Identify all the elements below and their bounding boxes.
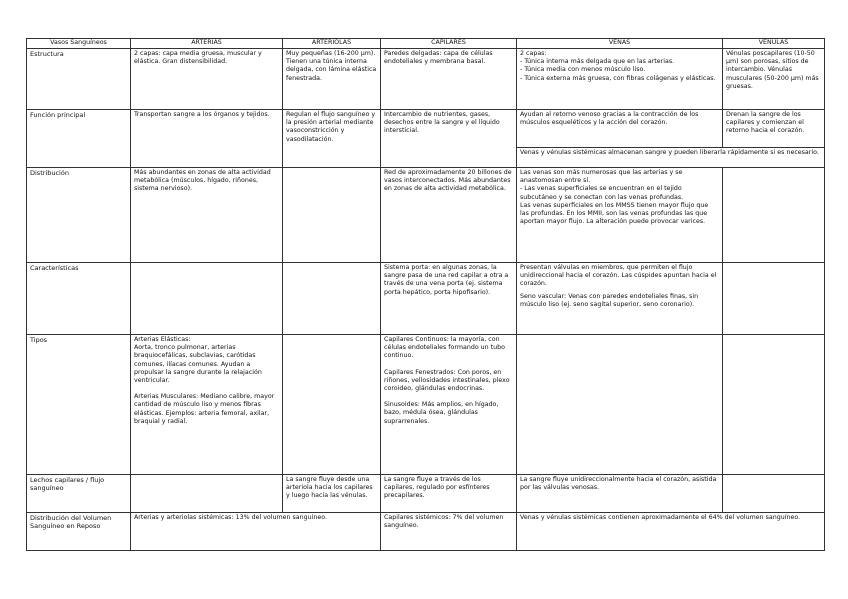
- text-line: Seno vascular: Venas con paredes endoteliales finas, sin músculo liso (ej. seno sagital superior, seno coronario).: [520, 292, 699, 308]
- text-line: Capilares Continuos: la mayoría, con células endoteliales formando un tubo continuo.: [384, 336, 505, 360]
- cell-venas: La sangre fluye unidireccionalmente hacia el corazón, asistida por las válvulas venosas.: [517, 475, 723, 513]
- text-line: Presentan válvulas en miembros, que permiten el flujo unidireccional hacia el corazón. Las cúspides apuntan hacia el corazón.: [520, 264, 717, 288]
- cell-arteriolas: [283, 335, 381, 475]
- cell-venulas: [723, 263, 825, 335]
- cell-arterias: Transportan sangre a los órganos y tejidos.: [131, 110, 283, 168]
- cell-arterias: [131, 475, 283, 513]
- cell-venas-venulas: Venas y vénulas sistémicas contienen aproximadamente el 64% del volumen sanguíneo.: [517, 513, 825, 551]
- cell-venas: [517, 49, 723, 110]
- text-line: - Túnica media con menos músculo liso.: [520, 66, 646, 74]
- text-line: Arterias Elásticas:: [134, 336, 191, 343]
- cell-venulas: Drenan la sangre de los capilares y comienzan el retorno hacia el corazón.: [723, 110, 825, 148]
- cell-venas: [517, 168, 723, 263]
- row-volumen: [27, 513, 825, 551]
- row-lechos: [27, 475, 825, 513]
- cell-capilares: Paredes delgadas: capa de células endoteliales y membrana basal.: [381, 49, 517, 110]
- row-tipos: [27, 335, 825, 475]
- text-line: - Túnica externa más gruesa, con fibras colágenas y elásticas.: [520, 74, 716, 82]
- cell-arterias: [131, 263, 283, 335]
- row-funcion: [27, 110, 825, 148]
- cell-arterias: 2 capas: capa media gruesa, muscular y elástica. Gran distensibilidad.: [131, 49, 283, 110]
- row-caracteristicas: [27, 263, 825, 335]
- header-arterias: ARTERIAS: [131, 39, 283, 49]
- spacer: [384, 361, 513, 369]
- text-line: Las venas superficiales en los MMSS tienen mayor flujo que las profundas. En los MMII, son las venas profundas las que aportan mayor flujo. La alteración puede provocar varices.: [520, 201, 709, 226]
- cell-arteriolas: [283, 263, 381, 335]
- cell-arterias: [131, 335, 283, 475]
- text-line: Arterias Musculares: Mediano calibre, mayor cantidad de músculo liso y menos fibras elásticas. Ejemplos: arteria femoral, axilar, braquial y radial.: [134, 393, 275, 425]
- cell-venulas: Vénulas poscapilares (10-50 µm) son porosas, sitios de intercambio. Vénulas musculares (50-200 µm) más gruesas.: [723, 49, 825, 110]
- header-capilares: CAPILARES: [381, 39, 517, 49]
- cell-capilares: Red de aproximadamente 20 billones de vasos interconectados. Más abundantes en zonas de alta actividad metabólica.: [381, 168, 517, 263]
- cell-capilares: [381, 335, 517, 475]
- header-arteriolas: ARTERIOLAS: [283, 39, 381, 49]
- row-distribucion: [27, 168, 825, 263]
- text-line: Las venas son más numerosas que las arterias y se anastomosan entre sí.: [520, 169, 683, 185]
- cell-capilares: Intercambio de nutrientes, gases, desechos entre la sangre y el líquido intersticial.: [381, 110, 517, 168]
- cell-venas: [517, 335, 723, 475]
- text-line: Capilares Fenestrados: Con poros, en riñones, vellosidades intestinales, plexo coroideo, glándulas endocrinas.: [384, 368, 510, 393]
- text-line: Aorta, tronco pulmonar, arterias braquiocefálicas, subclavias, carótidas comunes, ilíacas comunes. Ayudan a propulsar la sangre durante la relajación ventricular.: [134, 344, 262, 385]
- cell-arteriolas: La sangre fluye desde una arteriola hacia los capilares y luego hacia las vénulas.: [283, 475, 381, 513]
- cell-capilares: Capilares sistémicos: 7% del volumen sanguíneo.: [381, 513, 517, 551]
- row-label: Distribución del Volumen Sanguíneo en Reposo: [27, 513, 131, 551]
- row-label: Características: [27, 263, 131, 335]
- row-label: Función principal: [27, 110, 131, 168]
- row-estructura: [27, 49, 825, 110]
- cell-arteriolas: Regulan el flujo sanguíneo y la presión arterial mediante vasoconstricción y vasodilatación.: [283, 110, 381, 168]
- cell-arterias: Más abundantes en zonas de alta actividad metabólica (músculos, hígado, riñones, sistema nervioso).: [131, 168, 283, 263]
- row-label: Distribución: [27, 168, 131, 263]
- row-label: Estructura: [27, 49, 131, 110]
- header-row: [27, 39, 825, 49]
- cell-venulas: [723, 475, 825, 513]
- cell-venulas: [723, 168, 825, 263]
- header-venulas: VÉNULAS: [723, 39, 825, 49]
- header-vasos: Vasos Sanguíneos: [27, 39, 131, 49]
- cell-arteriolas: [283, 168, 381, 263]
- cell-venas-venulas: Venas y vénulas sistémicas almacenan sangre y pueden liberarla rápidamente si es necesario.: [517, 148, 825, 168]
- text-line: - Las venas superficiales se encuentran en el tejido subcutáneo y se conectan con las venas profundas.: [520, 185, 684, 201]
- header-venas: VENAS: [517, 39, 723, 49]
- spacer: [134, 385, 279, 393]
- text-line: - Túnica interna más delgada que en las arterias.: [520, 58, 675, 66]
- cell-capilares: La sangre fluye a través de los capilares, regulado por esfínteres precapilares.: [381, 475, 517, 513]
- cell-arterias-arteriolas: Arterias y arteriolas sistémicas: 13% del volumen sanguíneo.: [131, 513, 381, 551]
- cell-venas: Ayudan al retorno venoso gracias a la contracción de los músculos esqueléticos y la acción del corazón.: [517, 110, 723, 148]
- blood-vessels-table: [26, 38, 825, 551]
- cell-venas: [517, 263, 723, 335]
- cell-arteriolas: Muy pequeñas (16-200 µm). Tienen una túnica interna delgada, con lámina elástica fenestrada.: [283, 49, 381, 110]
- cell-capilares: Sistema porta: en algunas zonas, la sangre pasa de una red capilar a otra a través de una vena porta (ej. sistema porta hepático, porta hipofisario).: [381, 263, 517, 335]
- row-label: Lechos capilares / flujo sanguíneo: [27, 475, 131, 513]
- cell-venulas: [723, 335, 825, 475]
- text-line: 2 capas:: [520, 50, 547, 57]
- text-line: Sinusoides: Más amplios, en hígado, bazo, médula ósea, glándulas suprarrenales.: [384, 401, 499, 425]
- row-label: Tipos: [27, 335, 131, 475]
